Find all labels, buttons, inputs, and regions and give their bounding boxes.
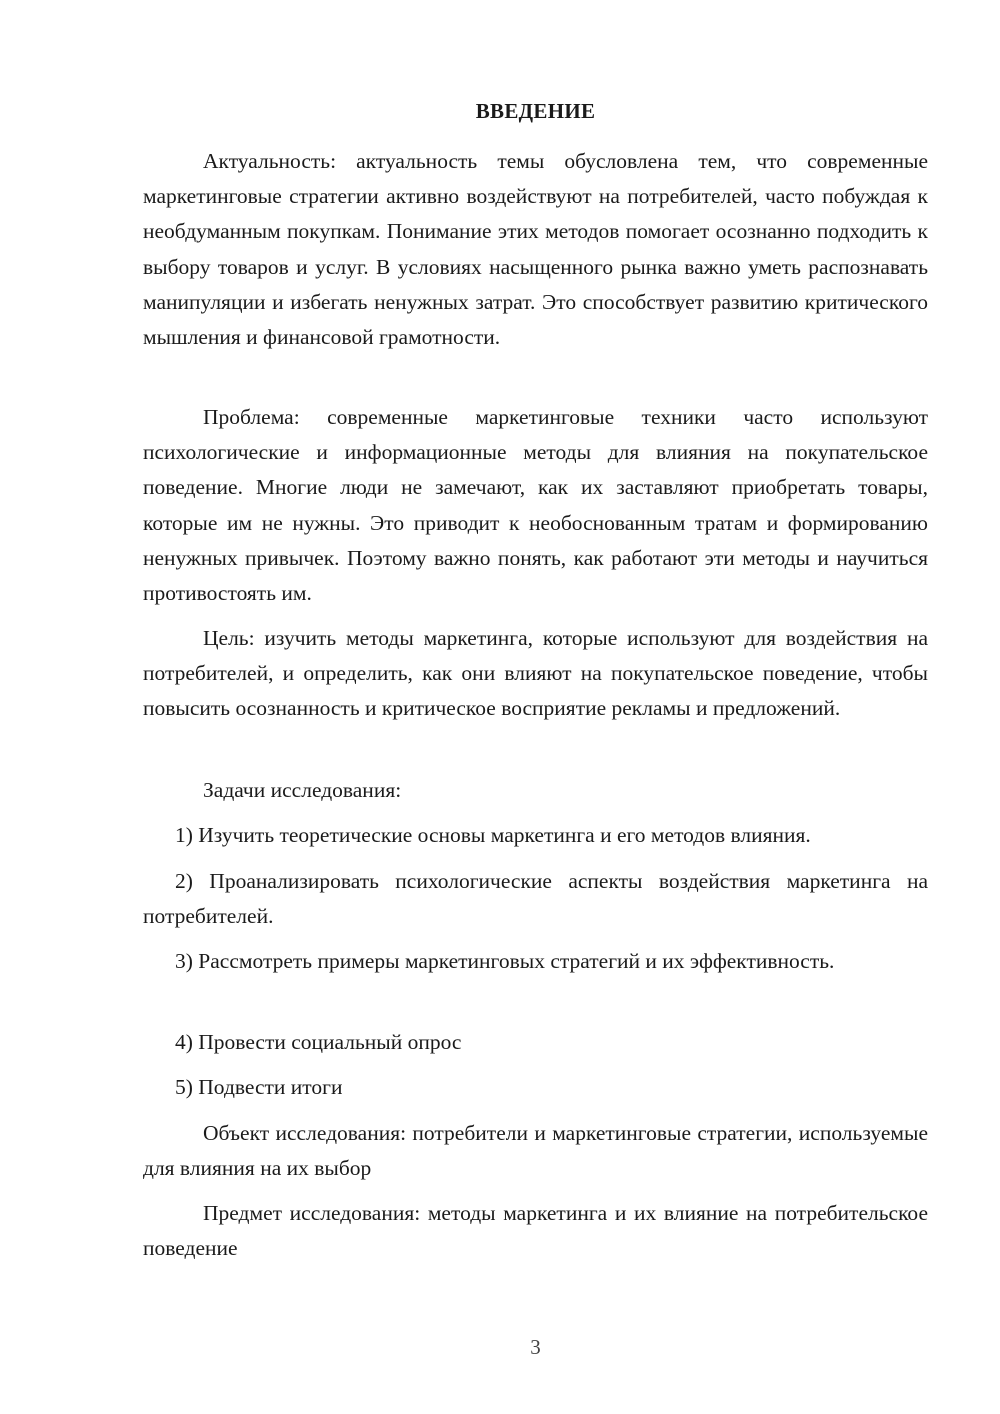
page-number: 3 [530,1335,541,1359]
document-page [143,0,928,1414]
tasks-title: Задачи исследования: [203,778,402,802]
task-item-3: 3) Рассмотреть примеры маркетинговых стратегий и их эффективность. [175,949,835,973]
paragraph-subject: Предмет исследования: методы маркетинга и их влияние на потребительское поведение [143,1201,928,1261]
page-title: ВВЕДЕНИЕ [475,99,596,123]
task-item-5: 5) Подвести итоги [175,1075,343,1099]
paragraph-object: Объект исследования: потребители и маркетинговые стратегии, используемые для влияния на их выбор [143,1121,928,1181]
paragraph-problem: Проблема: современные маркетинговые техники часто используют психологические и информационные методы для влияния на покупательское поведение. Многие люди не замечают, как их заставляют приобретать товары, которые им не нужны. Это приводит к необоснованным тратам и формированию ненужных привычек. Поэтому важно понять, как работают эти методы и научиться противостоять им. [143,405,928,606]
task-item-2: 2) Проанализировать психологические аспекты воздействия маркетинга на потребителей. [143,869,928,929]
task-item-1: 1) Изучить теоретические основы маркетинга и его методов влияния. [175,823,811,847]
task-item-4: 4) Провести социальный опрос [175,1030,462,1054]
paragraph-relevance: Актуальность: актуальность темы обусловлена тем, что современные маркетинговые стратегии активно воздействуют на потребителей, часто побуждая к необдуманным покупкам. Понимание этих методов помогает осознанно подходить к выбору товаров и услуг. В условиях насыщенного рынка важно уметь распознавать манипуляции и избегать ненужных затрат. Это способствует развитию критического мышления и финансовой грамотности. [143,149,928,350]
paragraph-goal: Цель: изучить методы маркетинга, которые используют для воздействия на потребителей, и определить, как они влияют на покупательское поведение, чтобы повысить осознанность и критическое восприятие рекламы и предложений. [143,626,928,721]
